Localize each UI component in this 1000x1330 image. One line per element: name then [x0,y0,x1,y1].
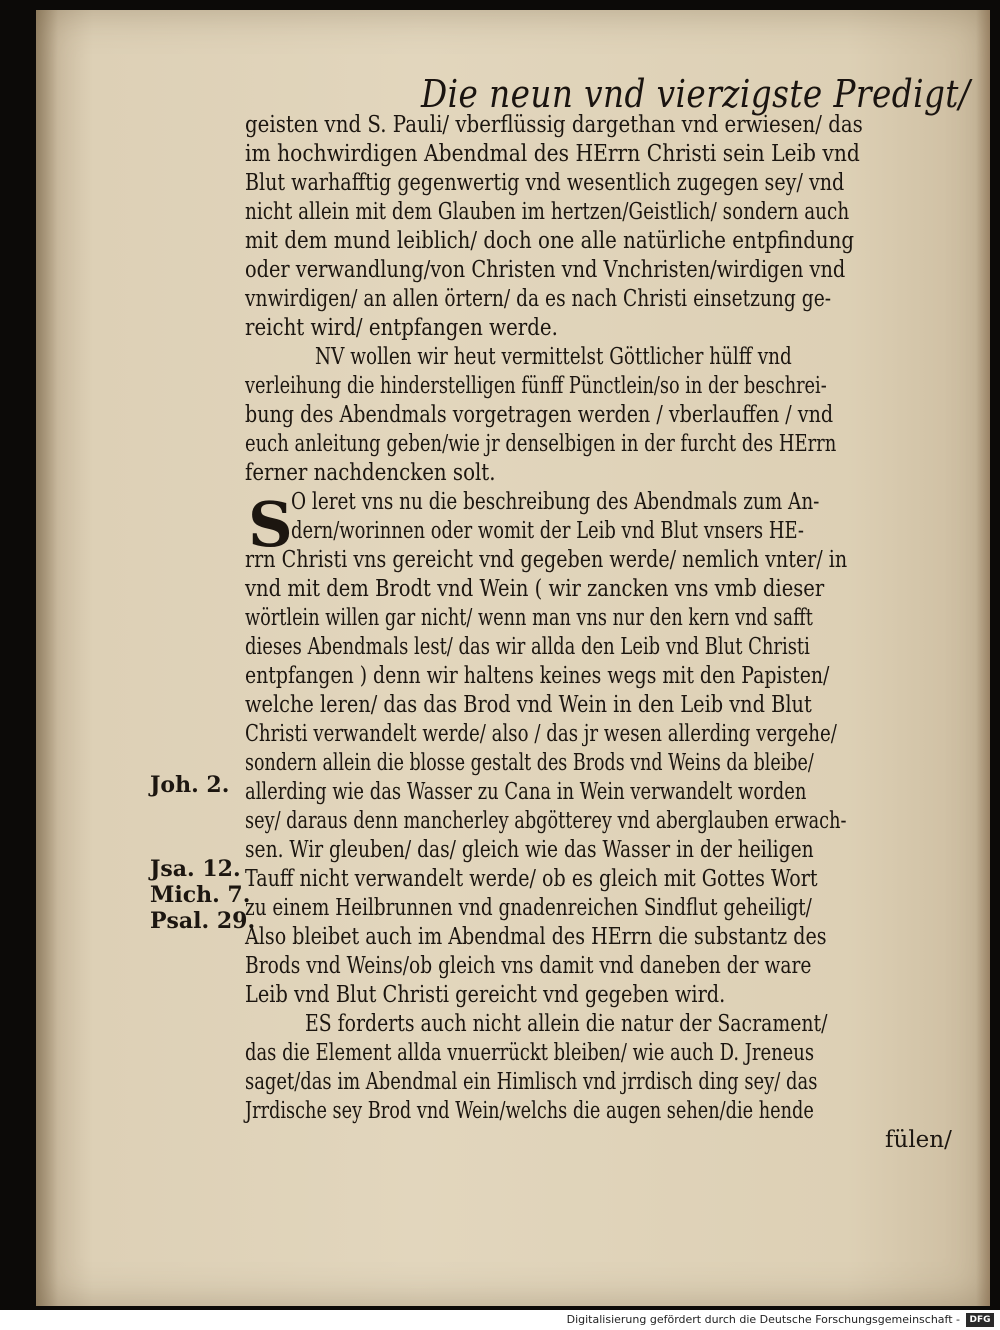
page-header: Die neun vnd vierzigste Predigt/ [421,72,971,116]
text-line: welche leren/ das das Brod vnd Wein in den Leib vnd Blut [245,692,812,718]
text-line: Christi verwandelt werde/ also / das jr wesen allerding vergehe/ [245,721,837,747]
text-line: Jrrdische sey Brod vnd Wein/welchs die augen sehen/die hende [245,1098,814,1124]
text-line: wörtlein willen gar nicht/ wenn man vns nur den kern vnd safft [245,605,813,631]
marginal-reference: Mich. 7. [150,882,251,908]
text-line: Also bleibet auch im Abendmal des HErrn die substantz des [245,924,827,950]
text-line: NV wollen wir heut vermittelst Göttlicher hülff vnd [315,344,792,370]
text-line: reicht wird/ entpfangen werde. [245,315,558,341]
text-line: Brods vnd Weins/ob gleich vns damit vnd daneben der ware [245,953,812,979]
text-line: Blut warhafftig gegenwertig vnd wesentlich zugegen sey/ vnd [245,170,845,196]
text-line: geisten vnd S. Pauli/ vberflüssig dargethan vnd erwiesen/ das [245,112,863,138]
book-page [36,10,990,1306]
text-line: das die Element allda vnuerrückt bleiben/ wie auch D. Jreneus [245,1040,815,1066]
text-line: oder verwandlung/von Christen vnd Vnchristen/wirdigen vnd [245,257,846,283]
text-line: bung des Abendmals vorgetragen werden / vberlauffen / vnd [245,402,834,428]
text-line: euch anleitung geben/wie jr denselbigen in der furcht des HErrn [245,431,837,457]
text-line: sondern allein die blosse gestalt des Brods vnd Weins da bleibe/ [245,750,814,776]
drop-capital: S [248,488,293,561]
dfg-logo-icon: DFG [966,1313,994,1327]
text-line: dern/worinnen oder womit der Leib vnd Blut vnsers HE- [291,518,804,544]
marginal-reference: Psal. 29. [150,908,256,934]
text-line: ES forderts auch nicht allein die natur der Sacrament/ [305,1011,828,1037]
text-line: nicht allein mit dem Glauben im hertzen/Geistlich/ sondern auch [245,199,850,225]
text-line: verleihung die hinderstelligen fünff Pünctlein/so in der beschrei- [245,373,827,399]
text-line: ferner nachdencken solt. [245,460,496,486]
text-line: entpfangen ) denn wir haltens keines wegs mit den Papisten/ [245,663,830,689]
text-line: mit dem mund leiblich/ doch one alle natürliche entpfindung [245,228,855,254]
text-line: rrn Christi vns gereicht vnd gegeben werde/ nemlich vnter/ in [245,547,848,573]
text-line: im hochwirdigen Abendmal des HErrn Christi sein Leib vnd [245,141,860,167]
marginal-reference: Joh. 2. [150,772,230,798]
text-line: dieses Abendmals lest/ das wir allda den Leib vnd Blut Christi [245,634,810,660]
text-line: Tauff nicht verwandelt werde/ ob es gleich mit Gottes Wort [245,866,818,892]
text-line: allerding wie das Wasser zu Cana in Wein verwandelt worden [245,779,807,805]
footer-credit: Digitalisierung gefördert durch die Deutsche Forschungsgemeinschaft - [566,1313,960,1326]
text-line: vnwirdigen/ an allen örtern/ da es nach Christi einsetzung ge- [245,286,832,312]
text-line: saget/das im Abendmal ein Himlisch vnd jrrdisch ding sey/ das [245,1069,818,1095]
marginal-reference: Jsa. 12. [150,856,241,882]
text-line: O leret vns nu die beschreibung des Abendmals zum An- [291,489,820,515]
footer-bar [0,1310,1000,1330]
text-line: zu einem Heilbrunnen vnd gnadenreichen Sindflut geheiligt/ [245,895,812,921]
text-line: Leib vnd Blut Christi gereicht vnd gegeben wird. [245,982,726,1008]
text-line: sen. Wir gleuben/ das/ gleich wie das Wasser in der heiligen [245,837,814,863]
text-line: vnd mit dem Brodt vnd Wein ( wir zancken vns vmb dieser [245,576,825,602]
catchword: fülen/ [885,1127,952,1153]
text-line: sey/ daraus denn mancherley abgötterey vnd aberglauben erwach- [245,808,847,834]
